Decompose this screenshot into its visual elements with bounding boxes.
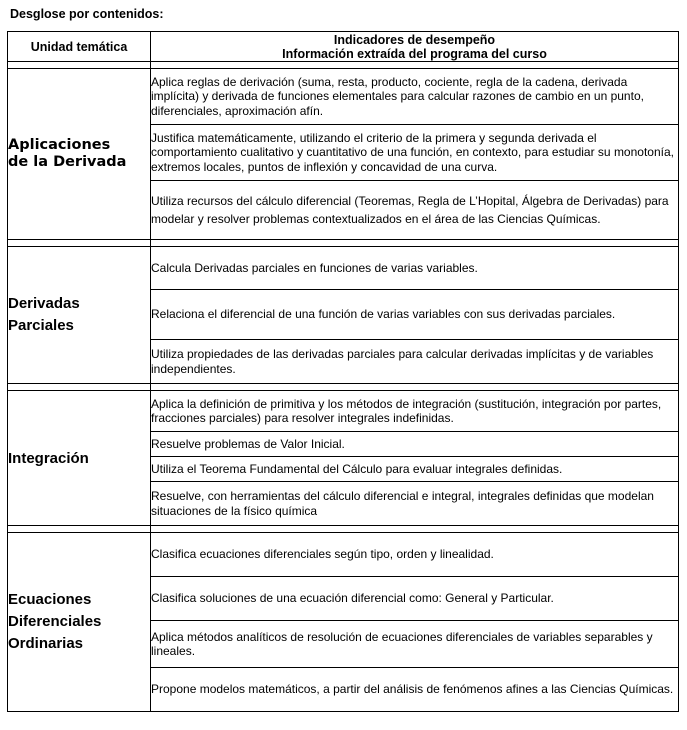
unit-cell-ecuaciones (8, 533, 151, 712)
unit-label-line: Ecuaciones (8, 591, 92, 608)
unit-label-line: Integración (8, 449, 89, 467)
header-indicators (151, 32, 679, 62)
unit-label-line: Diferenciales (8, 613, 102, 630)
indicator-cell: Aplica métodos analíticos de resolución de ecuaciones diferenciales de variables separables y lineales. (151, 621, 679, 668)
section-heading: Desglose por contenidos: (10, 7, 164, 21)
indicator-cell: Utiliza propiedades de las derivadas parciales para calcular derivadas implícitas y de variables independientes. (151, 340, 679, 384)
spacer-row (8, 526, 679, 533)
header-unit: Unidad temática (8, 32, 151, 62)
indicator-cell: Resuelve, con herramientas del cálculo diferencial e integral, integrales definidas que modelan situaciones de la físico química (151, 482, 679, 526)
table-header-row (8, 32, 679, 62)
unit-cell-aplicaciones (8, 69, 151, 240)
indicator-cell: Calcula Derivadas parciales en funciones de varias variables. (151, 247, 679, 290)
spacer-row (8, 62, 679, 69)
indicator-cell: Aplica la definición de primitiva y los métodos de integración (sustitución, integración por partes, fracciones parciales) para resolver integrales indefinidas. (151, 391, 679, 432)
unit-cell-derivadas-parciales (8, 247, 151, 384)
table-row (8, 391, 679, 432)
indicator-cell: Resuelve problemas de Valor Inicial. (151, 432, 679, 457)
unit-label-line: Parciales (8, 317, 74, 334)
content-breakdown-table (7, 31, 679, 712)
indicator-cell: Clasifica ecuaciones diferenciales según tipo, orden y linealidad. (151, 533, 679, 577)
table-row (8, 533, 679, 577)
indicator-cell: Clasifica soluciones de una ecuación diferencial como: General y Particular. (151, 577, 679, 621)
unit-cell-integracion (8, 391, 151, 526)
indicator-cell: Utiliza el Teorema Fundamental del Cálculo para evaluar integrales definidas. (151, 457, 679, 482)
unit-label-line: de la Derivada (8, 154, 127, 170)
indicator-cell: Propone modelos matemáticos, a partir del análisis de fenómenos afines a las Ciencias Químicas. (151, 668, 679, 712)
header-indicators-line1: Indicadores de desempeño (333, 32, 496, 47)
table-row (8, 247, 679, 290)
indicator-cell: Justifica matemáticamente, utilizando el criterio de la primera y segunda derivada el comportamiento cualitativo y cuantitativo de una función, en contexto, para estudiar su monotonía, extremos locales, puntos de inflexión y concavidad de una curva. (151, 125, 679, 181)
spacer-row (8, 384, 679, 391)
spacer-row (8, 240, 679, 247)
indicator-cell: Aplica reglas de derivación (suma, resta, producto, cociente, regla de la cadena, derivada implícita) y derivada de funciones elementales para calcular razones de cambio en un punto, diferenciales, aproximación afín. (151, 69, 679, 125)
header-indicators-line2: Información extraída del programa del curso (282, 46, 547, 61)
indicator-cell: Relaciona el diferencial de una función de varias variables con sus derivadas parciales. (151, 290, 679, 340)
indicator-cell: Utiliza recursos del cálculo diferencial (Teoremas, Regla de L’Hopital, Álgebra de Derivadas) para modelar y resolver problemas contextualizados en el área de las Ciencias Químicas. (151, 181, 679, 240)
unit-label-line: Ordinarias (8, 635, 84, 652)
table-row (8, 69, 679, 125)
unit-label-line: Derivadas (8, 295, 80, 312)
unit-label-line: Aplicaciones (8, 137, 111, 153)
